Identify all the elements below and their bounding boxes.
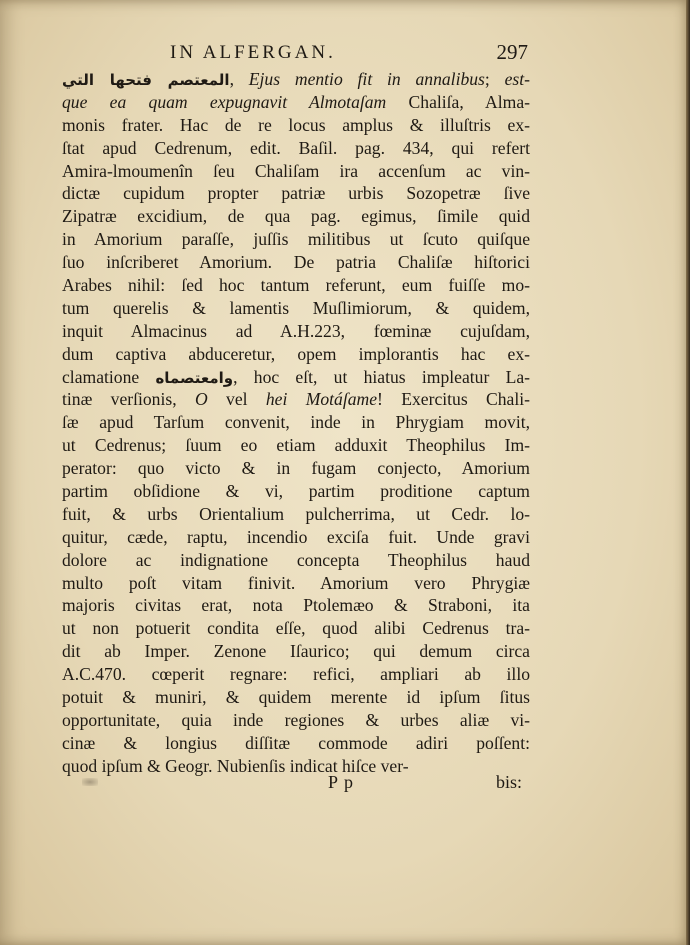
- text-line: [62, 549, 530, 572]
- page-edge-shadow: [686, 0, 690, 945]
- text-line: [62, 91, 530, 114]
- text-line: [62, 320, 530, 343]
- text-segment: ,: [229, 69, 249, 89]
- text-line: [62, 160, 530, 183]
- text-segment: partim obſidione & vi, partim proditione captum: [62, 481, 530, 502]
- text-segment: ſtat apud Cedrenum, edit. Baſil. pag. 434, qui refert: [62, 137, 530, 158]
- text-line: [62, 297, 530, 320]
- text-line: [62, 526, 530, 549]
- text-line: [62, 388, 530, 411]
- text-segment: inquit Almacinus ad A.H.223, fœminæ cujuſdam,: [62, 320, 530, 341]
- arabic-text: وامعتصماه: [155, 368, 234, 387]
- text-segment: Amira-lmoumenîn ſeu Chaliſam ira accenſum ac vin-: [62, 160, 530, 181]
- text-segment: majoris civitas erat, nota Ptolemæo & Straboni, ita: [62, 595, 530, 616]
- text-segment: ut non potuerit condita eſſe, quod alibi Cedrenus tra-: [62, 618, 530, 639]
- text-segment: potuit & muniri, & quidem merente id ipſum ſitus: [62, 687, 530, 708]
- text-segment: hei Motáſame: [265, 389, 378, 410]
- text-line: [62, 503, 530, 526]
- text-line: [62, 411, 530, 434]
- text-line: [62, 343, 530, 366]
- arabic-text: المعتصم فتحها التي: [62, 71, 230, 89]
- page-number: 297: [496, 40, 528, 64]
- text-segment: dictæ cupidum propter patriæ urbis Sozopetræ ſive: [62, 183, 530, 204]
- text-segment: Almotaſam: [309, 91, 387, 112]
- catchword: bis:: [495, 772, 522, 792]
- running-head: [60, 38, 530, 68]
- text-segment: monis frater. Hac de re locus amplus & illuſtris ex-: [62, 114, 530, 135]
- signature-mark: Pp: [328, 772, 360, 792]
- text-line: [62, 366, 530, 389]
- text-segment: A.C.470. cœperit regnare: refici, ampliari ab illo: [62, 664, 530, 685]
- text-line: [62, 572, 530, 595]
- text-segment: perator: quo victo & in fugam conjecto, Amorium: [62, 458, 530, 479]
- text-segment: Ejus mentio fit in annalibus: [248, 69, 485, 89]
- text-segment: multo poſt vitam finivit. Amorium vero Phrygiæ: [62, 572, 530, 593]
- text-line: [62, 205, 530, 228]
- text-segment: fuit, & urbs Orientalium pulcherrima, ut Cedr. lo-: [62, 503, 530, 524]
- text-line: [62, 640, 530, 663]
- text-segment: ſæ apud Tarſum convenit, inde in Phrygiam movit,: [62, 412, 530, 433]
- running-title: IN ALFERGAN.: [170, 42, 336, 63]
- text-segment: tum querelis & lamentis Muſlimiorum, & quidem,: [62, 297, 530, 318]
- text-segment: quod ipſum & Geogr. Nubienſis indicat hiſce ver-: [62, 755, 409, 776]
- text-line: [62, 709, 530, 732]
- text-segment: est-: [504, 69, 530, 89]
- text-line: [62, 686, 530, 709]
- text-segment: vel: [207, 389, 266, 410]
- text-line: [62, 182, 530, 205]
- text-line: [62, 663, 530, 686]
- text-line: [62, 594, 530, 617]
- text-segment: que ea quam expugnavit: [62, 91, 310, 112]
- text-segment: dum captiva abduceretur, opem implorantis hac ex-: [62, 343, 530, 364]
- text-segment: quitur, cæde, raptu, incendio exciſa fuit. Unde gravi: [62, 526, 530, 547]
- text-line: [62, 137, 530, 160]
- text-line: [62, 114, 530, 137]
- text-segment: Chaliſa, Alma-: [386, 91, 530, 112]
- text-segment: ut Cedrenus; ſuum eo etiam adduxit Theophilus Im-: [62, 435, 530, 456]
- text-line: [62, 480, 530, 503]
- text-line: [62, 228, 530, 251]
- text-segment: O: [194, 389, 208, 410]
- text-segment: , hoc eſt, ut hiatus impleatur La-: [233, 366, 530, 387]
- text-segment: opportunitate, quia inde regiones & urbes aliæ vi-: [62, 709, 530, 730]
- ink-smudge: [82, 778, 98, 786]
- text-line: [62, 274, 530, 297]
- text-line: [62, 251, 530, 274]
- body-text: [62, 68, 530, 778]
- text-line: [62, 68, 530, 91]
- text-line: [62, 457, 530, 480]
- text-segment: ;: [484, 69, 505, 89]
- text-segment: tinæ verſionis,: [62, 389, 195, 410]
- text-line: [62, 617, 530, 640]
- text-line: [62, 732, 530, 755]
- text-segment: dolore ac indignatione concepta Theophilus haud: [62, 549, 530, 570]
- page-footer: [62, 772, 530, 796]
- text-segment: ! Exercitus Chali-: [377, 389, 530, 410]
- text-segment: in Amorium paraſſe, juſſis militibus ut ſcuto quiſque: [62, 229, 530, 250]
- text-segment: ſuo inſcriberet Amorium. De patria Chaliſæ hiſtorici: [62, 252, 530, 273]
- text-line: [62, 434, 530, 457]
- text-segment: clamatione: [62, 366, 156, 387]
- text-segment: Arabes nihil: ſed hoc tantum referunt, eum fuiſſe mo-: [62, 275, 530, 296]
- text-segment: cinæ & longius diſſitæ commode adiri poſſent:: [62, 732, 530, 753]
- text-segment: Zipatræ excidium, de qua pag. egimus, ſimile quid: [62, 206, 530, 227]
- text-segment: dit ab Imper. Zenone Iſaurico; qui demum circa: [62, 641, 530, 662]
